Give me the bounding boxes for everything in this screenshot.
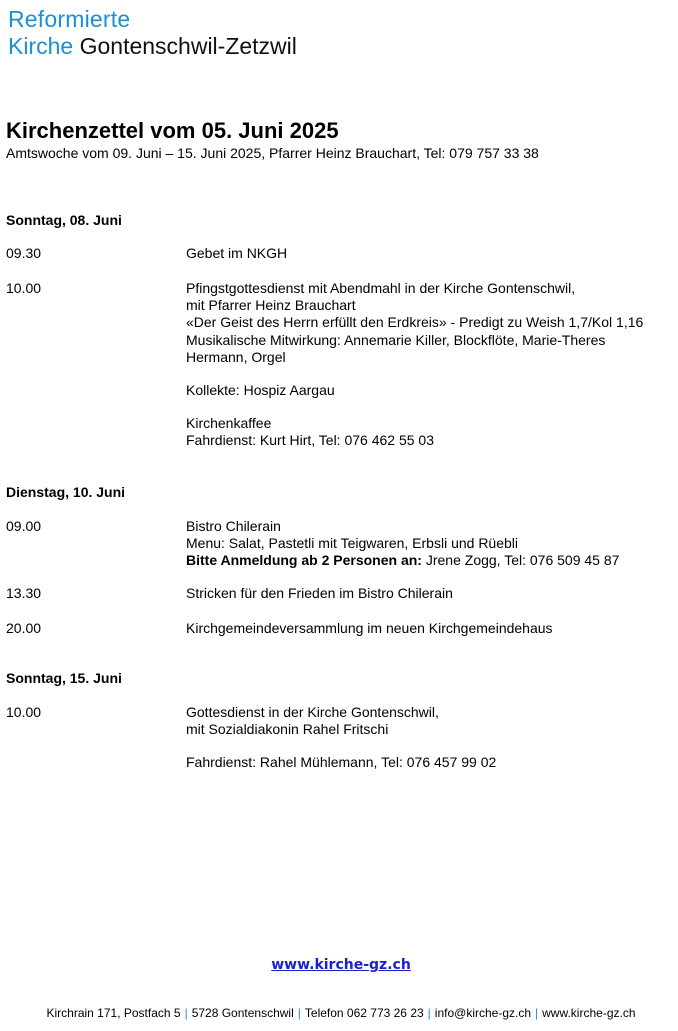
event-time: 10.00 — [6, 280, 42, 296]
transport-note: Fahrdienst: Kurt Hirt, Tel: 076 462 55 03 — [186, 432, 434, 449]
footer-phone: Telefon 062 773 26 23 — [304, 1006, 424, 1020]
event-line: mit Pfarrer Heinz Brauchart — [186, 297, 356, 314]
footer-separator: | — [535, 1006, 539, 1020]
event-description — [186, 245, 287, 262]
logo-accent: Kirche — [8, 33, 74, 59]
collection-note: Kollekte: Hospiz Aargau — [186, 382, 335, 399]
event-line: Menu: Salat, Pastetli mit Teigwaren, Erbsli und Rüebli — [186, 535, 519, 552]
event-description — [186, 704, 496, 772]
logo-parish-name: Gontenschwil-Zetzwil — [79, 33, 297, 59]
footer-separator: | — [297, 1006, 301, 1020]
registration-contact: Jrene Zogg, Tel: 076 509 45 87 — [421, 552, 620, 569]
website-link[interactable]: www.kirche-gz.ch — [271, 957, 411, 973]
event-line: Gottesdienst in der Kirche Gontenschwil, — [186, 704, 439, 720]
event-line: Kirchgemeindeversammlung im neuen Kirchgemeindehaus — [186, 620, 553, 636]
logo-line-1: Reformierte — [8, 6, 131, 32]
event-time: 09.30 — [6, 245, 42, 261]
event-line: mit Sozialdiakonin Rahel Fritschi — [186, 721, 389, 738]
event-time: 10.00 — [6, 704, 42, 720]
footer-separator: | — [427, 1006, 431, 1020]
event-line: Kirchenkaffee — [186, 415, 272, 432]
footer-separator: | — [184, 1006, 188, 1020]
registration-note — [186, 552, 619, 569]
event-line: Hermann, Orgel — [186, 348, 286, 365]
event-line: Stricken für den Frieden im Bistro Chilerain — [186, 585, 453, 601]
event-description — [186, 585, 453, 602]
event-line: «Der Geist des Herrn erfüllt den Erdkreis» - Predigt zu Weish 1,7/Kol 1,16 — [186, 314, 644, 331]
page-subtitle: Amtswoche vom 09. Juni – 15. Juni 2025, Pfarrer Heinz Brauchart, Tel: 079 757 33 38 — [6, 145, 539, 161]
footer-address: Kirchrain 171, Postfach 5 — [46, 1006, 181, 1020]
transport-note: Fahrdienst: Rahel Mühlemann, Tel: 076 457 99 02 — [186, 754, 497, 771]
footer-website[interactable]: www.kirche-gz.ch — [542, 1006, 636, 1020]
event-time: 09.00 — [6, 518, 42, 534]
day-heading: Sonntag, 15. Juni — [6, 670, 122, 686]
event-line: Gebet im NKGH — [186, 245, 288, 261]
event-description — [186, 518, 619, 570]
day-heading: Dienstag, 10. Juni — [6, 484, 126, 500]
registration-label: Bitte Anmeldung ab 2 Personen an: — [186, 552, 422, 569]
day-heading: Sonntag, 08. Juni — [6, 212, 122, 228]
event-time: 13.30 — [6, 585, 42, 601]
event-line: Pfingstgottesdienst mit Abendmahl in der Kirche Gontenschwil, — [186, 280, 576, 296]
event-line: Bistro Chilerain — [186, 518, 281, 534]
logo-line-2 — [8, 35, 297, 58]
footer-town: 5728 Gontenschwil — [191, 1006, 294, 1020]
footer-email[interactable]: info@kirche-gz.ch — [434, 1006, 532, 1020]
footer-contact — [0, 1006, 678, 1020]
event-line: Musikalische Mitwirkung: Annemarie Killer, Blockflöte, Marie-Theres — [186, 331, 606, 348]
event-time: 20.00 — [6, 620, 42, 636]
event-description — [186, 620, 553, 637]
page-title: Kirchenzettel vom 05. Juni 2025 — [6, 118, 339, 143]
event-description — [186, 280, 643, 450]
church-logo — [8, 8, 297, 58]
